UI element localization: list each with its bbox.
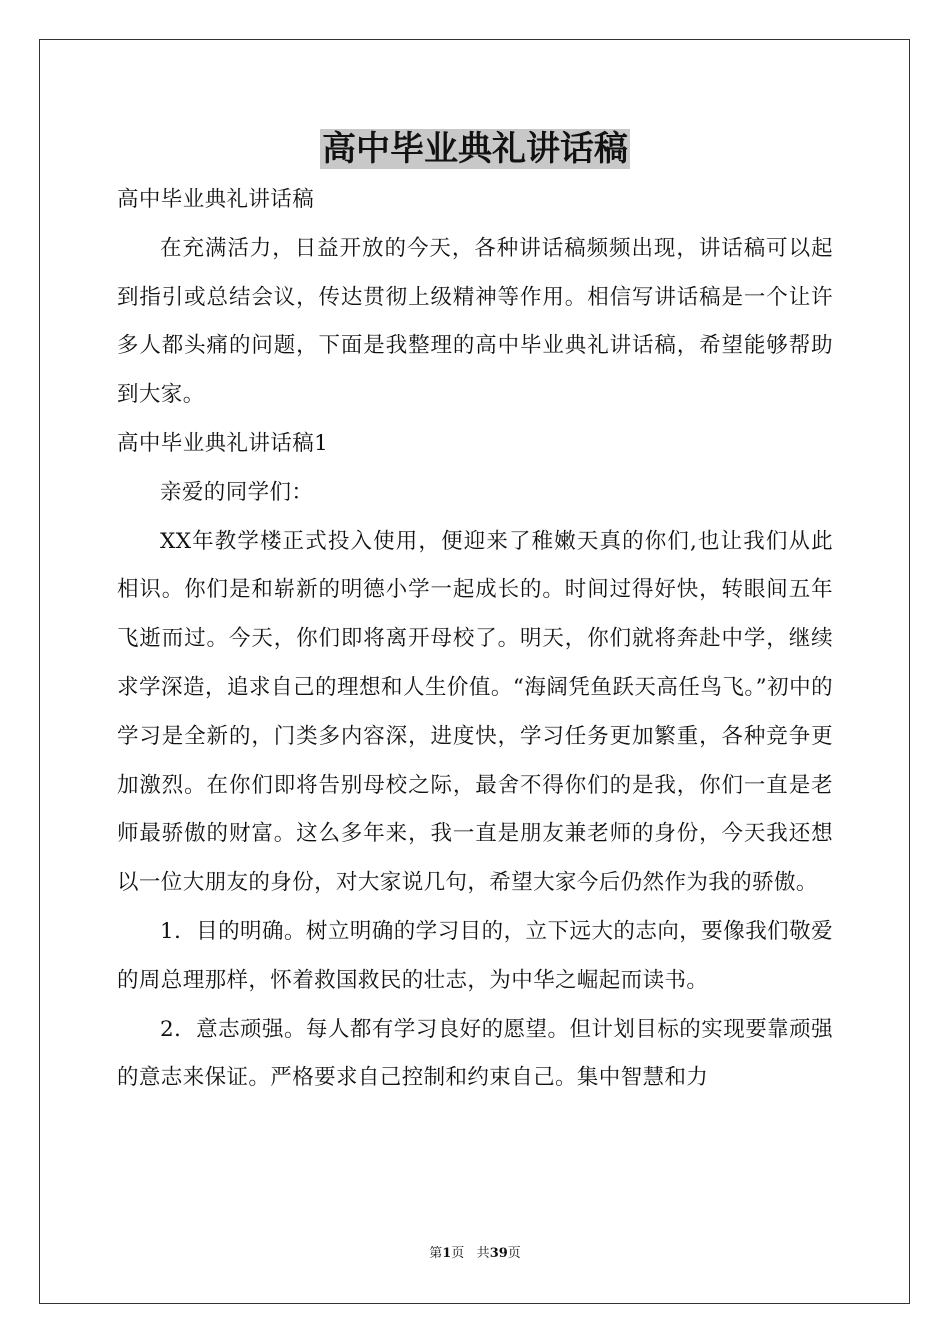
paragraph-section-heading: 高中毕业典礼讲话稿1: [117, 430, 329, 456]
document-title: [0, 126, 950, 172]
document-title-text: 高中毕业典礼讲话稿: [322, 129, 628, 169]
footer-total-pages: 39: [489, 1246, 508, 1261]
paragraph-point-2: 2．意志顽强。每人都有学习良好的愿望。但计划目标的实现要靠顽强的意志来保证。严格要求自己控制和约束自己。集中智慧和力: [117, 1016, 833, 1091]
document-body: [117, 176, 833, 1103]
paragraph-heading: 高中毕业典礼讲话稿: [117, 187, 315, 212]
footer-prefix: 第: [429, 1246, 443, 1261]
paragraph-intro: 在充满活力，日益开放的今天，各种讲话稿频频出现，讲话稿可以起到指引或总结会议，传达贯彻上级精神等作用。相信写讲话稿是一个让许多人都头痛的问题，下面是我整理的高中毕业典礼讲话稿，希望能够帮助到大家。: [117, 235, 833, 408]
footer-total-suffix: 页: [507, 1246, 521, 1261]
footer-page-suffix: 页: [451, 1246, 465, 1261]
footer-current-page: 1: [442, 1246, 452, 1261]
paragraph-point-1: 1．目的明确。树立明确的学习目的，立下远大的志向，要像我们敬爱的周总理那样，怀着救国救民的壮志，为中华之崛起而读书。: [117, 918, 833, 993]
footer-total-prefix: 共: [476, 1246, 490, 1261]
paragraph-greeting: 亲爱的同学们：: [160, 479, 314, 505]
page-footer: [0, 1245, 950, 1263]
paragraph-body: XX年教学楼正式投入使用，便迎来了稚嫩天真的你们,也让我们从此相识。你们是和崭新的明德小学一起成长的。时间过得好快，转眼间五年飞逝而过。今天，你们即将离开母校了。明天，你们就将奔赴中学，继续求学深造，追求自己的理想和人生价值。“海阔凭鱼跃天高任鸟飞。”初中的学习是全新的，门类多内容深，进度快，学习任务更加繁重，各种竞争更加激烈。在你们即将告别母校之际，最舍不得你们的是我，你们一直是老师最骄傲的财富。这么多年来，我一直是朋友兼老师的身份，今天我还想以一位大朋友的身份，对大家说几句，希望大家今后仍然作为我的骄傲。: [117, 528, 833, 896]
